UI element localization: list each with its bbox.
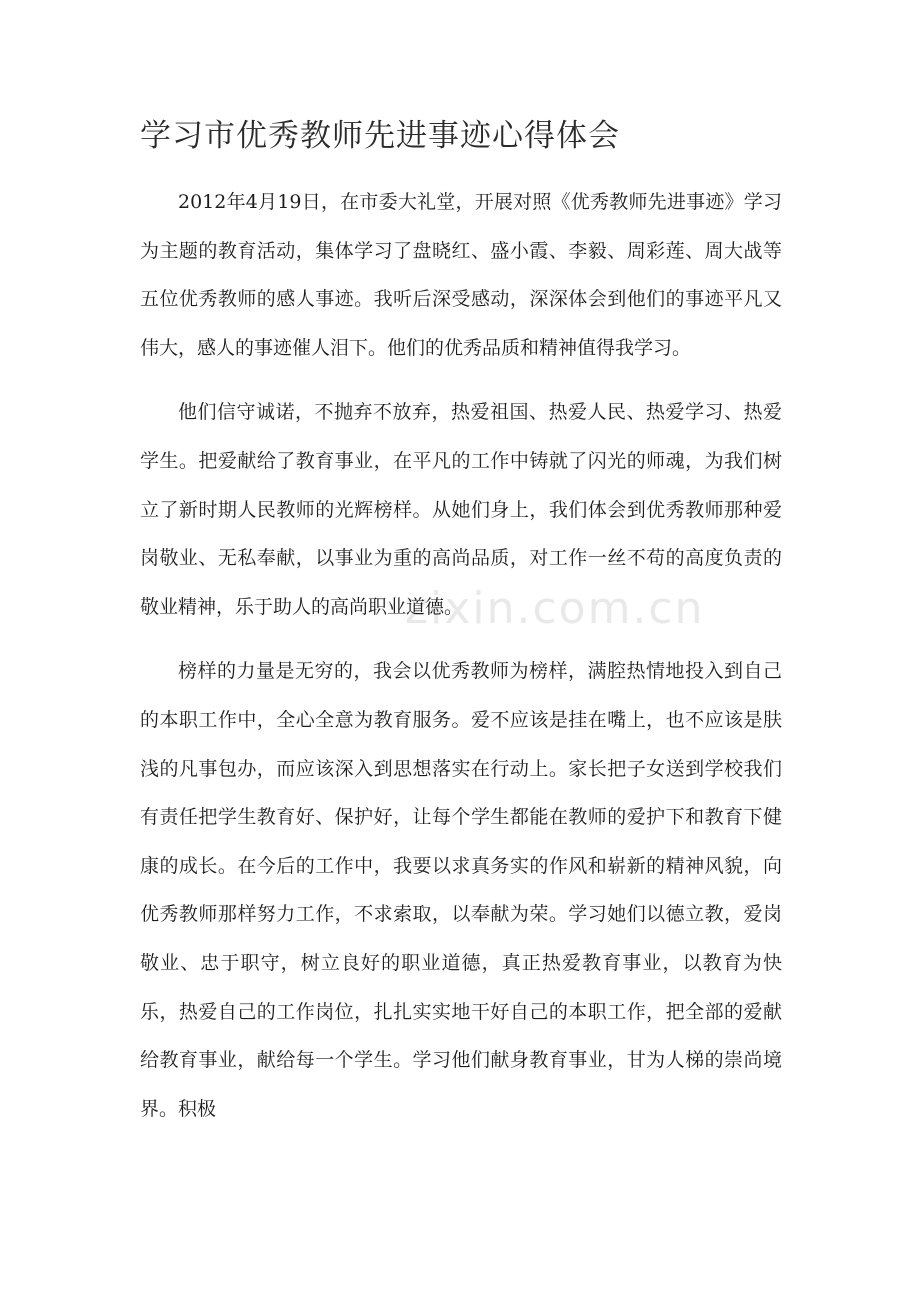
paragraph-2: 他们信守诚诺，不抛弃不放弃，热爱祖国、热爱人民、热爱学习、热爱学生。把爱献给了教育事业，在平凡的工作中铸就了闪光的师魂，为我们树立了新时期人民教师的光辉榜样。从她们身上，我们体会到优秀教师那种爱岗敬业、无私奉献，以事业为重的高尚品质，对工作一丝不苟的高度负责的敬业精神，乐于助人的高尚职业道德。 <box>140 401 782 618</box>
paragraph-3: 榜样的力量是无穷的，我会以优秀教师为榜样，满腔热情地投入到自己的本职工作中，全心全意为教育服务。爱不应该是挂在嘴上，也不应该是肤浅的凡事包办，而应该深入到思想落实在行动上。家长把子女送到学校我们有责任把学生教育好、保护好，让每个学生都能在教师的爱护下和教育下健康的成长。在今后的工作中，我要以求真务实的作风和崭新的精神风貌，向优秀教师那样努力工作，不求索取，以奉献为荣。学习她们以德立教，爱岗敬业、忠于职守，树立良好的职业道德，真正热爱教育事业，以教育为快乐，热爱自己的工作岗位，扎扎实实地干好自己的本职工作，把全部的爱献给教育事业，献给每一个学生。学习他们献身教育事业，甘为人梯的崇尚境界。积极 <box>140 660 782 1120</box>
watermark: zixin.com.cn <box>405 583 705 634</box>
document-body <box>140 112 782 1149</box>
paragraph-1: 2012年4月19日，在市委大礼堂，开展对照《优秀教师先进事迹》学习为主题的教育活动，集体学习了盘晓红、盛小霞、李毅、周彩莲、周大战等五位优秀教师的感人事迹。我听后深受感动，深深体会到他们的事迹平凡又伟大，感人的事迹催人泪下。他们的优秀品质和精神值得我学习。 <box>140 191 782 359</box>
document-title: 学习市优秀教师先进事迹心得体会 <box>140 118 620 154</box>
